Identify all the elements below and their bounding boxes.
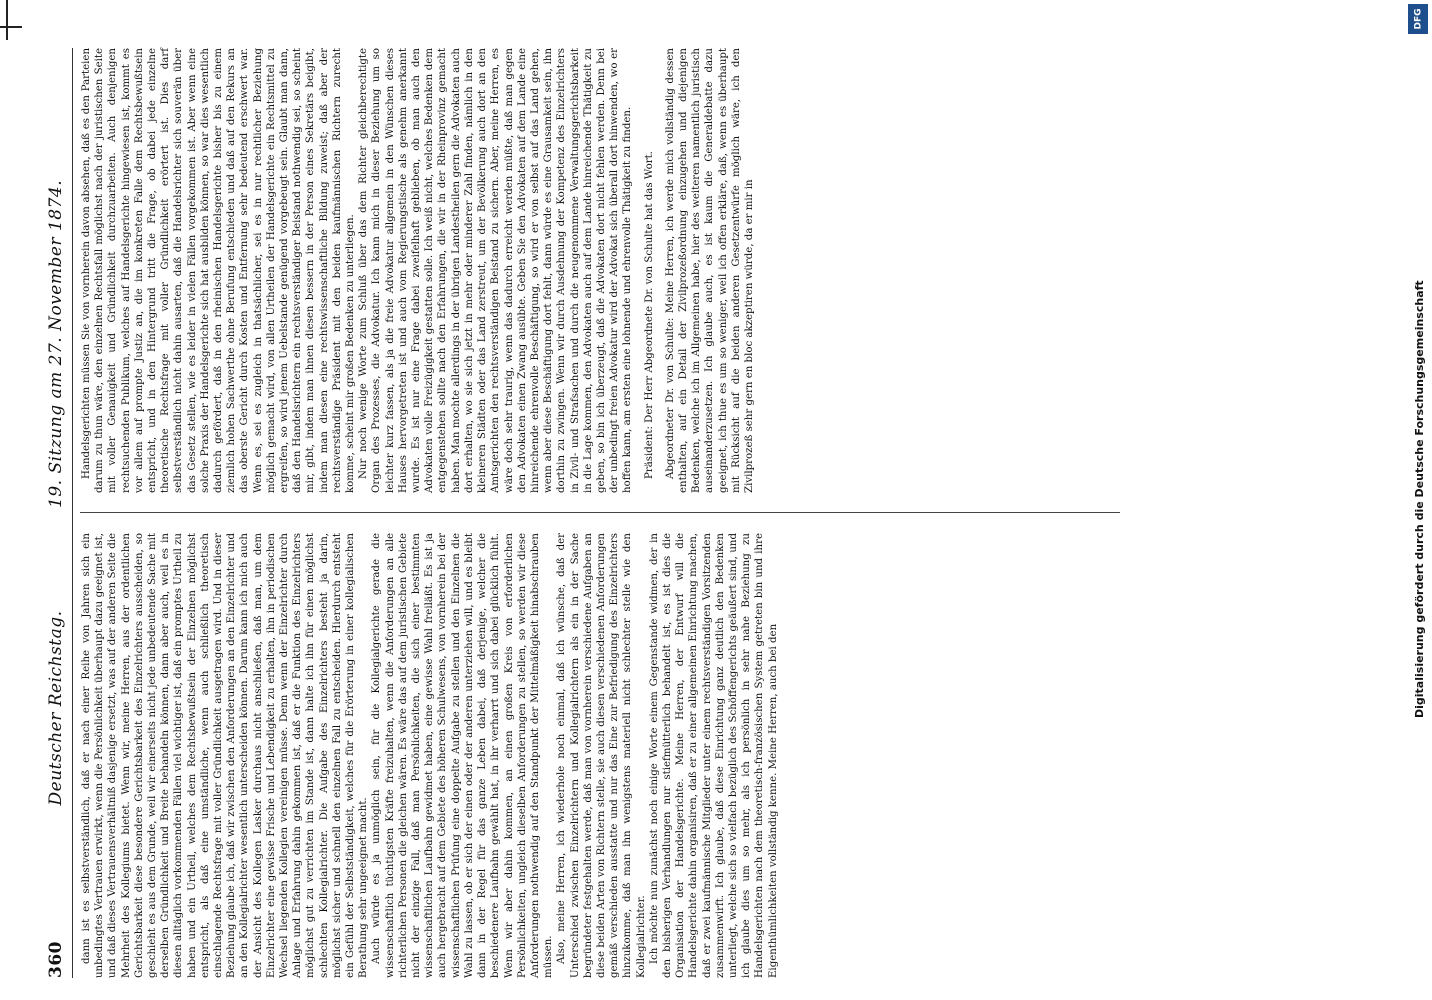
running-head	[44, 48, 68, 978]
digitization-credit	[1408, 28, 1430, 718]
scan-edge-mark-vertical	[6, 0, 8, 40]
right-paragraph: Handelsgerichten müssen Sie von vornherein davon absehen, daß es den Parteien darum zu thun wäre, den einzelnen Rechtsfall möglichst nach der juristischen Seite mit voller Genauigkeit und Gründlichkeit durchzuarbeiten. Auch denjenigen rechtsuchenden Publikum, welches auf Handelsgerichte hingewiesen ist, kommt es vor allem auf prompte Justiz an, die im konkreten Falle dem Rechtsbewußtsein entspricht, und in den Hintergrund tritt die Frage, ob dabei jede einzelne theoretische Rechtsfrage mit voller Gründlichkeit erörtert ist. Dies darf selbstverständlich nicht dahin ausarten, daß die Handelsrichter sich souverän über das Gesetz stellen, wie es leider in vielen Fällen vorgekommen ist. Aber wenn eine solche Praxis der Handelsgerichte sich hat ausbilden können, so war dies wesentlich dadurch gefördert, daß in den rheinischen Handelsgerichte bisher bis zu einem ziemlich hohen Sachwerthe ohne Berufung entschieden und daß auf den Rekurs an das oberste Gericht durch Kosten und Entfernung sehr bedeutend erschwert war. Wenn es, sei es zugleich in thatsächlicher, sei es in nur rechtlicher Beziehung möglich gemacht wird, von allen Urtheilen der Handelsgerichte ein Rechtsmittel zu ergreifen, so wird jenem Uebelstande genügend vorgebeugt sein. Glaubt man dann, daß den Handelsrichtern ein rechtsverständiger Beistand nothwendig sei, so scheint mir, gibt, indem man ihnen diesen bessern in der Person eines Sekretärs beigibt, indem man diesen eine rechtswissenschaftliche Bildung zuweist; daß aber der rechtsverständige Präsident mit den beiden kaufmännischen Richtern zurecht komme, scheint mir großen Bedenken zu unterliegen.	[81, 48, 357, 493]
left-paragraph: Also, meine Herren, ich wiederhole noch einmal, daß ich wünsche, daß der Unterschied zwischen Einzelrichtern und Kollegialrichtern als ein in der Sache begründeter festgehalten werde, daß man von vornherein verschiedene Aufgaben an diese beiden Arten von Richtern stelle, sie auch diesen verschiedenen Anforderungen gemäß verschieden ausstatte und nur das Eine zur Befriedigung des Einzelrichters hinzukomme, daß man ihn wenigstens materiell nicht schlechter stelle wie den Kollegialrichter.	[556, 533, 647, 978]
president-line: Präsident: Der Herr Abgeordnete Dr. von Schulte hat das Wort.	[643, 151, 655, 479]
left-column	[80, 533, 780, 978]
scan-edge-mark	[0, 26, 22, 28]
left-paragraph: dann ist es selbstverständlich, daß er nach einer Reihe von Jahren sich ein unbedingtes Vertrauen erwirkt, wenn die Persönlichkeit überhaupt dazu geeignet ist, und daß dieses Vertrauensverhältniß dasjenige ersetzt, was auf der anderen Seite die Mehrheit des Kollegiums bietet. Wenn wir, meine Herren, aus der ordentlichen Gerichtsbarkeit diese besondere Gerichtsbarkeit des Einzelrichters ausscheiden, so geschieht es aus dem Grunde, weil wir einerseits nicht jede unbedeutende Sache mit derselben Gründlichkeit und Breite behandeln können, dann aber auch, weil es in diesen alltäglich vorkommenden Fällen viel wichtiger ist, daß ein promptes Urtheil zu haben und ein Urtheil, welches dem Rechtsbewußtsein der Einzelnen möglichst entspricht, als daß eine umständliche, wenn auch schließlich theoretisch einschlagende Rechtsfrage mit voller Gründlichkeit ausgetragen wird. Und in dieser Beziehung glaube ich, daß wir zwischen den Anforderungen an den Einzelrichter und an den Kollegialrichter wesentlich unterscheiden können. Darum kann ich mich auch der Ansicht des Kollegen Lasker durchaus nicht anschließen, daß man, um dem Einzelrichter eine gewisse Frische und Lebendigkeit zu erhalten, ihn in periodischen Wechsel liegenden Kollegien vereinigen müsse. Denn wenn der Einzelrichter durch Anlage und Erfahrung dahin gekommen ist, daß er die Funktion des Einzelrichters möglichst gut zu verrichten im Stande ist, dann halte ich ihn für einen möglichst schlechten Kollegialrichter. Die Aufgabe des Einzelrichters besteht ja darin, möglichst sicher und schnell den einzelnen Fall zu entscheiden. Hierdurch entsteht ein Gefühl der Selbstständigkeit, welches für die Erörterung in einer kollegialischen Berathung sehr ungeeignet macht.	[81, 533, 370, 978]
left-paragraph: Ich möchte nun zunächst noch einige Worte einem Gegenstande widmen, der in den bisherigen Verhandlungen nur stiefmütterlich behandelt ist, es ist dies die Organisation der Handelsgerichte. Meine Herren, der Entwurf will die Handelsgerichte dahin organisiren, daß er zu einer allgemeinen Einrichtung machen, daß er zwei kaufmännische Mitglieder unter einem rechtsverständigen Vorsitzenden zusammenwirft. Ich glaube, daß diese Einrichtung ganz deutlich den Bedenken unterliegt, welche sich so vielfach bezüglich des Schöffengerichts geäußert sind, und ich glaube dies um so mehr, als ich persönlich in sehr nahe Beziehung zu Handelsgerichten nach dem theoretisch-französischen System getreten bin und ihre Eigenthümlichkeiten vollständig kenne. Meine Herren, auch bei den	[648, 533, 779, 978]
dfg-logo	[1408, 4, 1428, 34]
dfg-logo-text: DFG	[1413, 8, 1424, 30]
right-paragraph: Nur noch wenige Worte zum Schluß über das dem Richter gleichberechtigte Organ des Prozesses, die Advokatur. Ich kann mich in dieser Beziehung um so leichter kurz fassen, als ja die freie Advokatur allgemein in den Wünschen dieses Hauses hervorgetreten ist und auch vom Regierungstische als genehm anerkannt wurde. Es ist nur eine Frage dabei zweifelhaft geblieben, ob man auch den Advokaten volle Freizügigkeit gestatten solle. Ich weiß nicht, welches Bedenken dem entgegenstehen sollte nach den Erfahrungen, die wir in der Rheinprovinz gemacht haben. Man mochte allerdings in der übrigen Landestheilen gern die Advokaten auch dort erhalten, wo sie sich jetzt in mehr oder minderer Zahl finden, nämlich in den kleineren Städten oder das Land zerstreut, um der Bevölkerung auch dort an den Amtsgerichten den rechtsverständigen Beistand zu sichern. Aber, meine Herren, es wäre doch sehr traurig, wenn das dadurch erreicht werden müßte, daß man gegen den Advokaten einen Zwang ausübte. Geben Sie den Advokaten auf dem Lande eine hinreichende ehrenvolle Beschäftigung, so wird er von selbst auf das Land gehen, wenn aber diese Beschäftigung dort fehlt, dann würde es eine Grausamkeit sein, ihn dorthin zu zwingen. Wenn wir durch Ausdehnung der Kompetenz des Einzelrichters in Zivil- und Strafsachen und durch die neugenommene Verwaltungsgerichtsbarkeit in die Lage kommen, den Advokaten auch auf dem Lande hinreichende Thätigkeit zu geben, so bin ich überzeugt, daß die Advokaten dort nicht fehlen werden. Denn bei der unbedingt freien Advokatur wird der Advokat sich überall dort hinwenden, wo er hoffen kann, am ersten eine lohnende und ehrenvolle Thätigkeit zu finden.	[358, 48, 634, 493]
session-title: 19. Sitzung am 27. November 1874.	[46, 179, 66, 508]
speaker-paragraph: Abgeordneter Dr. von Schulte: Meine Herren, ich werde mich vollständig dessen enthalten, auf ein Detail der Zivilprozeßordnung einzugehen und diejenigen Bedenken, welche ich im Allgemeinen habe, hier des weiteren namentlich juristisch auseinanderzusetzen. Ich glaube auch, es ist kaum die Generaldebatte dazu geeignet, ich thue es um so weniger, weil ich offen erkläre, daß, wenn es überhaupt mit Rücksicht auf die beiden anderen Gesetzentwürfe möglich wäre, ich den Zivilprozeß sehr gern en bloc akzeptiren würde, da er mir in	[664, 48, 755, 493]
page-number: 360	[46, 941, 66, 978]
journal-title: Deutscher Reichstag.	[46, 610, 66, 806]
header-rule	[72, 48, 73, 978]
rotated-page-content	[44, 48, 1124, 978]
column-divider	[80, 512, 1120, 513]
right-column	[80, 48, 756, 493]
left-paragraph: Auch würde es ja unmöglich sein, für die Kollegialgerichte gerade die wissenschaftlich tüchtigsten Kräfte freizuhalten, wenn die Anforderungen an alle richterlichen Personen die gleichen wären. Es wäre das auf dem juristischen Gebiete nicht der einzige Fall, daß man Persönlichkeiten, die sich einer bestimmten wissenschaftlichen Laufbahn gewidmet haben, eine gewisse Wahl freiläßt. Es ist ja auch hergebracht auf dem Gebiete des höheren Schulwesens, von vornherein bei der wissenschaftlichen Prüfung eine doppelte Aufgabe zu stellen und den Einzelnen die Wahl zu lassen, ob er sich der einen oder der anderen unterziehen will, und es bleibt dann in der Regel für das ganze Leben dabei, daß derjenige, welcher die beschiedenere Laufbahn gewählt hat, in ihr verharrt und sich dabei glücklich fühlt. Wenn wir aber dahin kommen, an einen großen Kreis von erforderlichen Persönlichkeiten, ungleich dieselben Anforderungen zu stellen, so werden wir diese Anforderungen nothwendig auf den Standpunkt der Mittelmäßigkeit hinabschrauben müssen.	[371, 533, 555, 978]
credit-text: Digitalisierung gefördert durch die Deutsche Forschungsgemeinschaft	[1412, 280, 1426, 718]
